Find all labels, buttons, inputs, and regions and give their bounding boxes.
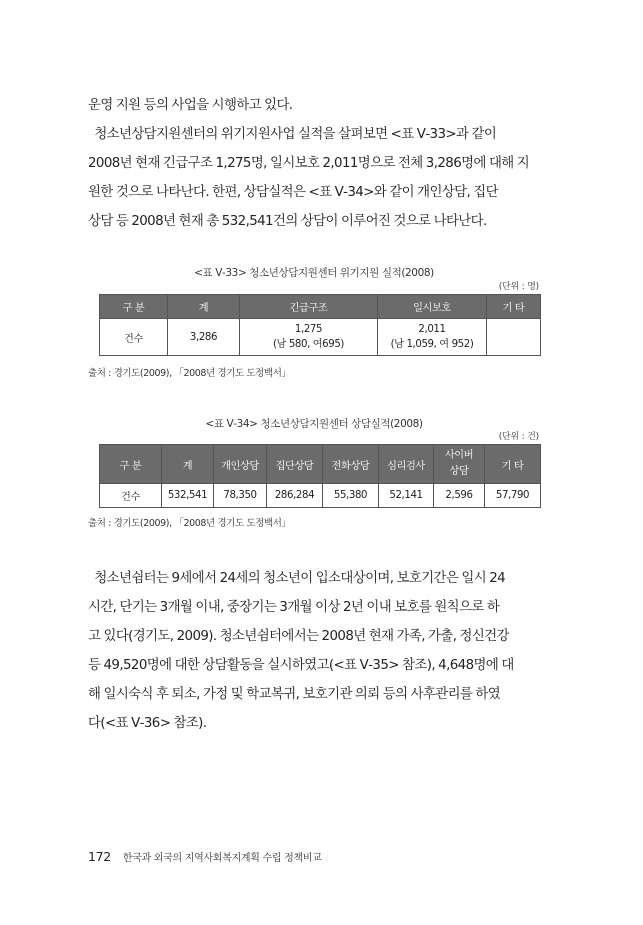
- text-line: 고 있다(경기도, 2009). 청소년쉼터에서는 2008년 현재 가족, 가출, 정신건강: [88, 629, 509, 644]
- text-line: 청소년상담지원센터의 위기지원사업 실적을 살펴보면 <표 Ⅴ-33>과 같이: [88, 127, 497, 142]
- header-emergency: 긴급구조: [240, 295, 378, 319]
- table-header-row: [100, 295, 541, 319]
- text-line: 운영 지원 등의 사업을 시행하고 있다.: [88, 98, 293, 113]
- text-line: 다(<표 Ⅴ-36> 참조).: [88, 716, 207, 731]
- header-total: 계: [168, 295, 240, 319]
- header-cyber: 사이버 상담: [434, 445, 485, 484]
- text-line: 해 일시숙식 후 퇴소, 가정 및 학교복귀, 보호기관 의뢰 등의 사후관리를 하였: [88, 687, 501, 702]
- table2-source: 출처 : 경기도(2009), 「2008년 경기도 도정백서」: [88, 518, 291, 529]
- other-cell: [487, 319, 541, 356]
- total-cell: 3,286: [168, 319, 240, 356]
- psych-test-cell: 52,141: [379, 484, 434, 508]
- paragraph-intro: [88, 91, 553, 236]
- text-line: 등 49,520명에 대한 상담활동을 실시하였고(<표 Ⅴ-35> 참조), 4,648명에 대: [88, 658, 514, 673]
- table1-unit: (단위 : 명): [498, 282, 539, 292]
- header-phone: 전화상담: [323, 445, 379, 484]
- shelter-cell: [378, 319, 487, 356]
- header-category: 구 분: [100, 295, 168, 319]
- table1-source: 출처 : 경기도(2009), 「2008년 경기도 도정백서」: [88, 368, 291, 379]
- header-shelter: 일시보호: [378, 295, 487, 319]
- header-other: 기 타: [487, 295, 541, 319]
- paragraph-shelter: [88, 564, 553, 738]
- other-cell: 57,790: [485, 484, 541, 508]
- header-group: 집단상담: [267, 445, 323, 484]
- shelter-count: 2,011: [418, 324, 446, 335]
- table-row: [100, 484, 541, 508]
- row-label: 건수: [100, 319, 168, 356]
- page-number: 172: [88, 849, 111, 864]
- table-row: [100, 319, 541, 356]
- header-individual: 개인상담: [214, 445, 267, 484]
- shelter-breakdown: (남 1,059, 여 952): [390, 339, 474, 350]
- text-line: 시간, 단기는 3개월 이내, 중장기는 3개월 이상 2년 이내 보호를 원칙으로 하: [88, 600, 500, 615]
- crisis-support-table: [99, 294, 541, 356]
- table1-caption: <표 Ⅴ-33> 청소년상담지원센터 위기지원 실적(2008): [194, 267, 434, 279]
- emergency-count: 1,275: [294, 324, 323, 335]
- text-line: 청소년쉼터는 9세에서 24세의 청소년이 입소대상이며, 보호기간은 일시 24: [88, 571, 506, 586]
- header-total: 계: [162, 445, 214, 484]
- emergency-breakdown: (남 580, 여695): [272, 339, 345, 350]
- total-cell: 532,541: [162, 484, 214, 508]
- table2-unit: (단위 : 건): [498, 432, 539, 442]
- running-title: 한국과 외국의 지역사회복지계획 수립 정책비교: [122, 853, 322, 864]
- header-psych-test: 심리검사: [379, 445, 434, 484]
- header-other: 기 타: [485, 445, 541, 484]
- counseling-results-table: [99, 444, 541, 508]
- group-cell: 286,284: [267, 484, 323, 508]
- text-line: 원한 것으로 나타난다. 한편, 상담실적은 <표 Ⅴ-34>와 같이 개인상담, 집단: [88, 185, 498, 200]
- individual-cell: 78,350: [214, 484, 267, 508]
- cyber-cell: 2,596: [434, 484, 485, 508]
- table2-caption: <표 Ⅴ-34> 청소년상담지원센터 상담실적(2008): [205, 418, 423, 430]
- phone-cell: 55,380: [323, 484, 379, 508]
- page-footer: [88, 849, 322, 864]
- table-header-row: [100, 445, 541, 484]
- header-category: 구 분: [100, 445, 162, 484]
- row-label: 건수: [100, 484, 162, 508]
- text-line: 2008년 현재 긴급구조 1,275명, 일시보호 2,011명으로 전체 3,286명에 대해 지: [88, 156, 530, 171]
- text-line: 상담 등 2008년 현재 총 532,541건의 상담이 이루어진 것으로 나타난다.: [88, 214, 487, 229]
- emergency-cell: [240, 319, 378, 356]
